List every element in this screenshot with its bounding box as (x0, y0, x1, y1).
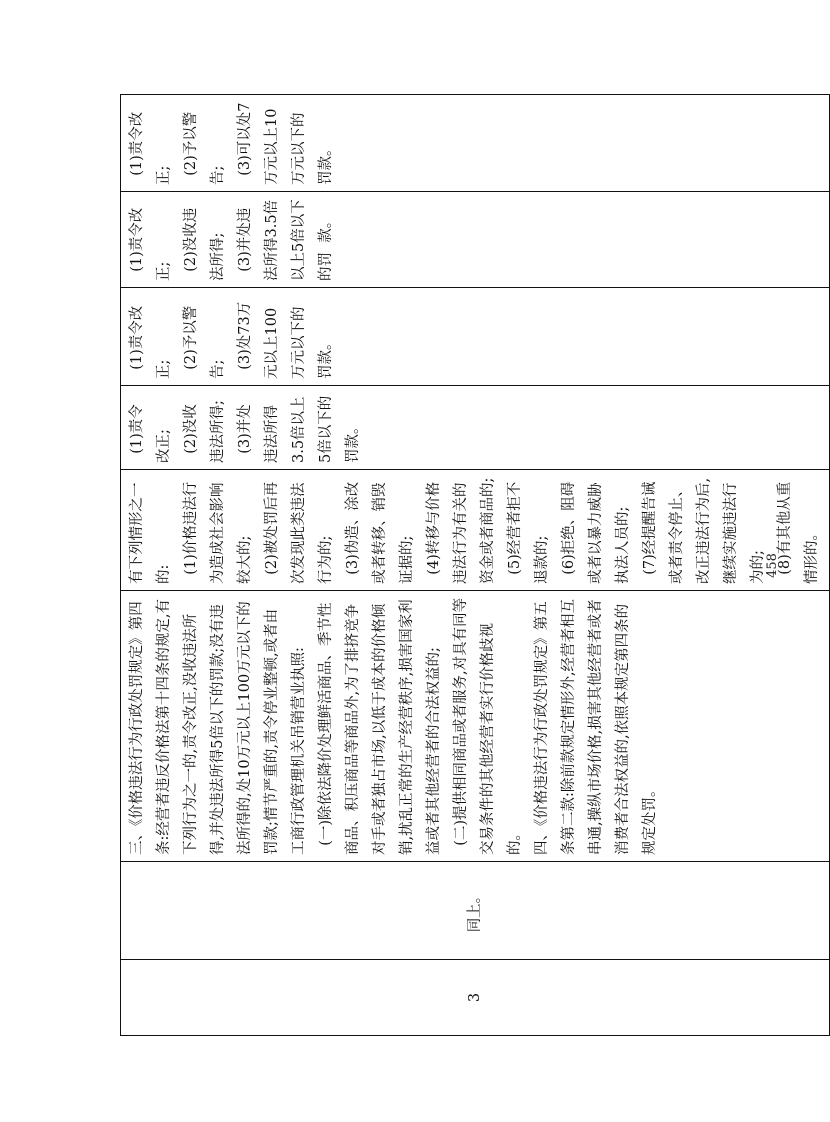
penalty-cell-1 (121, 386, 830, 470)
table-row (121, 95, 830, 1036)
same-as-above-text: 同上。 (466, 888, 483, 933)
page-number: 458 (764, 553, 780, 578)
penalty-cell-3 (121, 192, 830, 288)
penalty-text-4: (1)责令改正; (2)予以警告; (3)可以处7万元以上10万元以下的罚款。 (129, 102, 334, 185)
legal-basis-text: 三、《价格违法行为行政处罚规定》第四条:经营者违反价格法第十四条的规定,有下列行为之一的,责令改正,没收违法所得,并处违法所得5倍以下的罚款;没有违法所得的,处10万元以上100万元以下的罚款;情节严重的,责令停业整顿,或者由工商行政管理机关吊销营业执照: (一)除依法降价处理鲜活商品、季节性商品、积压商品等商品外,为了排挤竞争对手或者独占市场,以低于成本的价格倾销,扰乱正常的生产经营秩序,损害国家利益或者其他经营者的合法权益的; (二)提供相同商品或者服务,对具有同等交易条件的其他经营者实行价格歧视的。 四、《价格违法行为行政处罚规定》第五条第二款:除前款规定情形外,经营者相互串通,操纵市场价格,损害其他经营者或者消费者合法权益的,依照本规定第四条的规定处罚。 (129, 597, 658, 855)
penalty-cell-2 (121, 288, 830, 386)
penalty-text-3: (1)责令改正; (2)没收违法所得; (3)并处违法所得3.5倍以上5倍以下的罚 款。 (129, 199, 334, 281)
legal-basis-cell (121, 591, 830, 862)
penalty-text-2: (1)责令改正; (2)予以警告; (3)处73万元以上100万元以下的罚款。 (129, 301, 334, 379)
penalty-table (120, 94, 830, 1036)
penalty-cell-4 (121, 95, 830, 192)
aggravating-circumstances-text: 有下列情形之一的: (1)价格违法行为造成社会影响较大的; (2)被处罚后再次发现此类违法行为的; (3)伪造、涂改或者转移、销毁证据的; (4)转移与价格违法行为有关的资金或者商品的; (5)经营者拒不退款的; (6)拒绝、阻碍或者以暴力威胁执法人员的; (7)经提醒告诫或者责令停止、改正违法行为后,继续实施违法行为的; (8)有其他从重情形的。 (129, 477, 820, 584)
penalty-text-1: (1)责令改正; (2)没收违法所得; (3)并处违法所得3.5倍以上5倍以下的罚款。 (129, 395, 361, 463)
aggravating-circumstances-cell (121, 470, 830, 591)
same-as-above-cell (121, 862, 830, 960)
row-index: 3 (466, 992, 483, 1003)
row-index-cell (121, 960, 830, 1036)
